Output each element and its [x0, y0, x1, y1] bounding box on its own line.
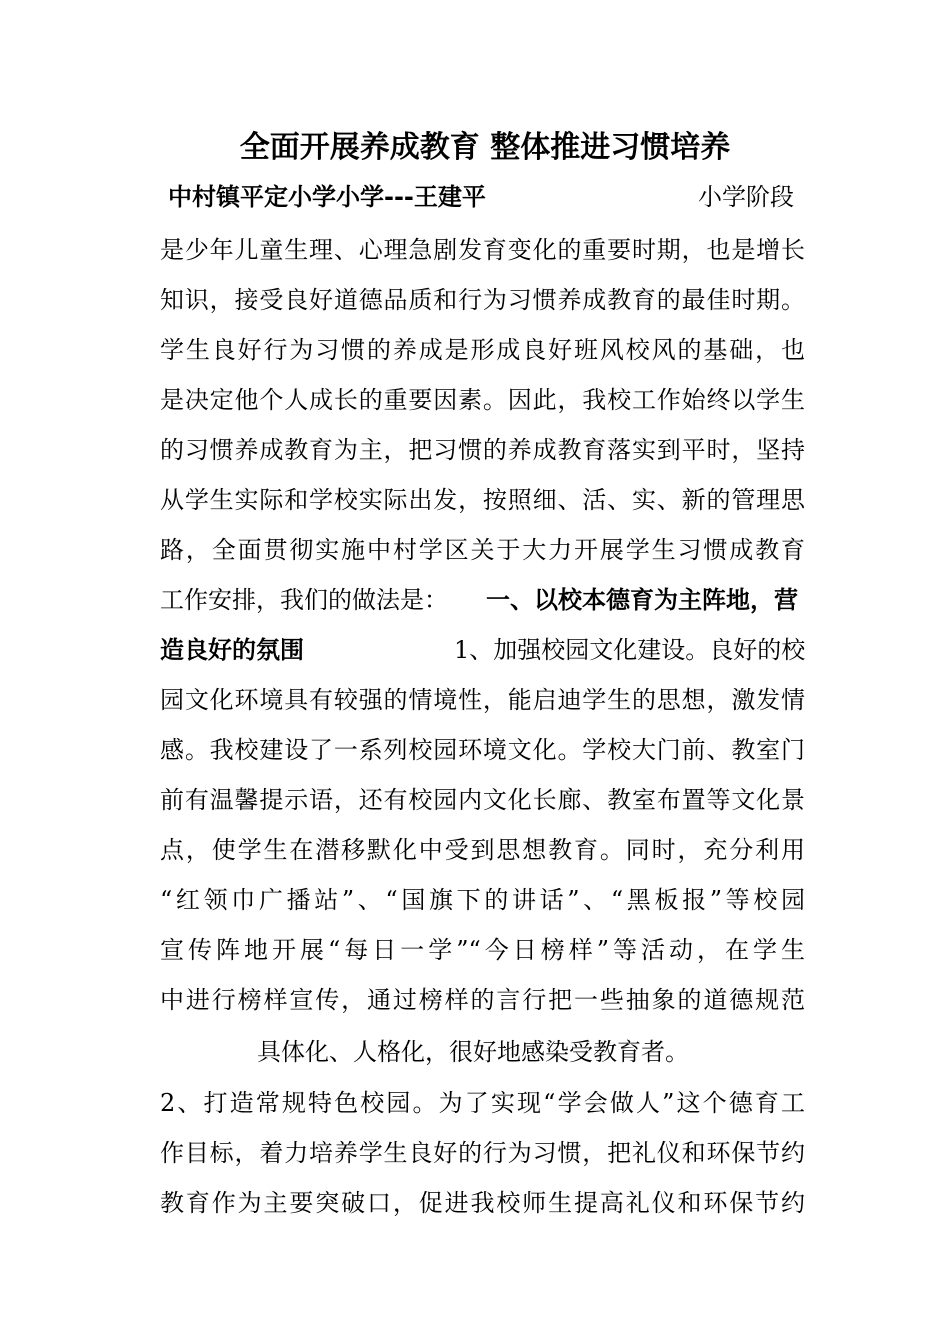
paragraph-line: 前有温馨提示语，还有校园内文化长廊、教室布置等文化景 — [160, 786, 805, 814]
paragraph-text: 1、加强校园文化建设。良好的校 — [454, 636, 806, 664]
section-heading: 一、以校本德育为主阵地，营 — [486, 586, 798, 614]
paragraph-line — [160, 625, 805, 675]
paragraph-line — [160, 575, 805, 625]
paragraph-line: “红领巾广播站”、“国旗下的讲话”、“黑板报”等校园 — [160, 886, 805, 914]
paragraph-text: 工作安排，我们的做法是： — [160, 586, 448, 614]
paragraph-line: 是少年儿童生理、心理急剧发育变化的重要时期，也是增长 — [160, 236, 805, 264]
paragraph-line: 学生良好行为习惯的养成是形成良好班风校风的基础，也 — [160, 336, 805, 364]
paragraph-line: 路，全面贯彻实施中村学区关于大力开展学生习惯成教育 — [160, 536, 805, 564]
paragraph-line: 从学生实际和学校实际出发，按照细、活、实、新的管理思 — [160, 486, 805, 514]
byline-line — [160, 172, 805, 222]
paragraph-line: 点，使学生在潜移默化中受到思想教育。同时，充分利用 — [160, 836, 805, 864]
paragraph-line: 宣传阵地开展“每日一学”“今日榜样”等活动，在学生 — [160, 936, 805, 964]
paragraph-line: 2、打造常规特色校园。为了实现“学会做人”这个德育工 — [160, 1089, 805, 1117]
section-heading: 造良好的氛围 — [160, 636, 304, 664]
paragraph-line: 中进行榜样宣传，通过榜样的言行把一些抽象的道德规范 — [160, 986, 805, 1014]
paragraph-line: 感。我校建设了一系列校园环境文化。学校大门前、教室门 — [160, 736, 805, 764]
paragraph-line: 作目标，着力培养学生良好的行为习惯，把礼仪和环保节约 — [160, 1139, 805, 1167]
author-byline: 中村镇平定小学小学---王建平 — [168, 183, 486, 211]
paragraph-line: 的习惯养成教育为主，把习惯的养成教育落实到平时，坚持 — [160, 436, 805, 464]
paragraph-text: 小学阶段 — [698, 183, 794, 211]
paragraph-line: 是决定他个人成长的重要因素。因此，我校工作始终以学生 — [160, 386, 805, 414]
paragraph-line: 具体化、人格化，很好地感染受教育者。 — [257, 1038, 689, 1066]
paragraph-line: 园文化环境具有较强的情境性，能启迪学生的思想，激发情 — [160, 686, 805, 714]
document-title: 全面开展养成教育 整体推进习惯培养 — [239, 130, 731, 165]
paragraph-line: 教育作为主要突破口，促进我校师生提高礼仪和环保节约 — [160, 1189, 805, 1217]
paragraph-line: 知识，接受良好道德品质和行为习惯养成教育的最佳时期。 — [160, 286, 805, 314]
